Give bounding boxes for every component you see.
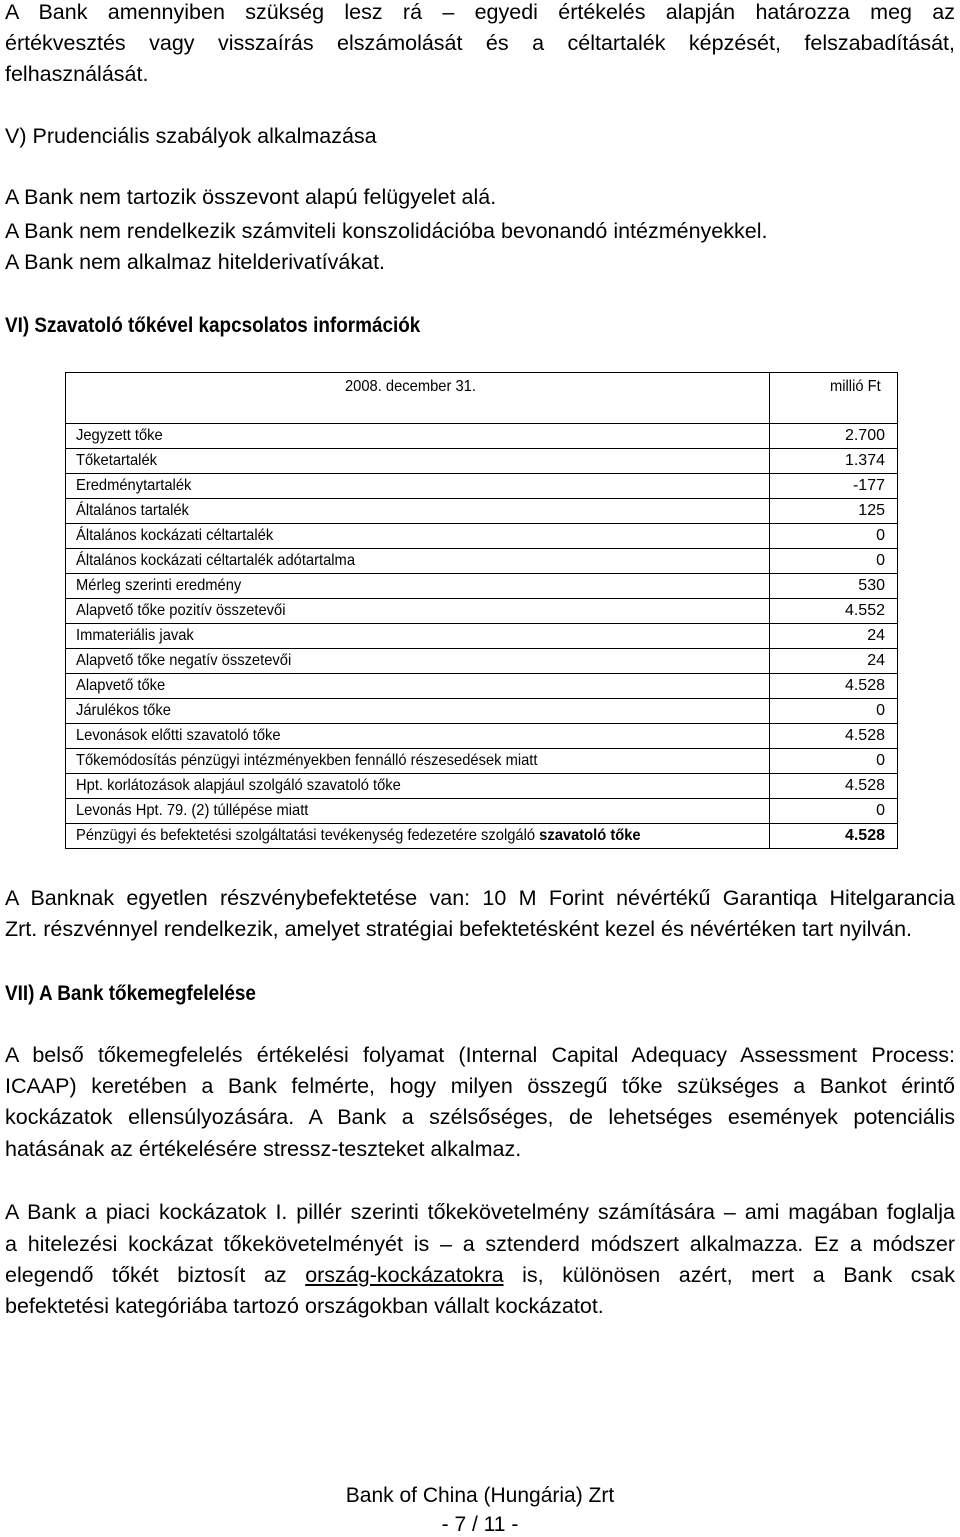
row-label: Levonás Hpt. 79. (2) túllépése miatt: [76, 802, 309, 819]
share-paragraph-line: A Banknak egyetlen részvénybefektetése van: 10 M Forint névértékű Garantiqa Hitelgarancia: [5, 886, 955, 910]
row-label: Hpt. korlátozások alapjául szolgáló szavatoló tőke: [76, 777, 401, 794]
table-row: [66, 774, 898, 799]
icaap-line: kockázatok ellensúlyozására. A Bank a szélsőséges, de lehetséges események potenciális: [5, 1105, 955, 1129]
market-risk-line: A Bank a piaci kockázatok I. pillér szerinti tőkekövetelmény számítására – ami magában foglalja: [5, 1200, 955, 1224]
table-row: [66, 574, 898, 599]
table-row: [66, 749, 898, 774]
market-risk-line: elegendő tőkét biztosít az ország-kockázatokra is, különösen azért, mert a Bank csak: [5, 1263, 955, 1287]
unit-header: millió Ft: [770, 373, 898, 424]
row-label: Általános kockázati céltartalék adótartalma: [76, 552, 356, 569]
row-value: 0: [770, 749, 898, 774]
row-label: Általános tartalék: [76, 502, 189, 519]
section5-line: A Bank nem tartozik összevont alapú felügyelet alá.: [5, 185, 497, 209]
row-label: Általános kockázati céltartalék: [76, 527, 274, 544]
intro-line: értékvesztés vagy visszaírás elszámolását és a céltartalék képzését, felszabadítását,: [5, 31, 955, 55]
table-row: [66, 624, 898, 649]
icaap-line: ICAAP) keretében a Bank felmérte, hogy milyen összegű tőke szükséges a Bankot érintő: [5, 1074, 955, 1098]
share-paragraph-line: Zrt. részvénnyel rendelkezik, amelyet stratégiai befektetésként kezel és névértéken tart nyilván.: [5, 917, 913, 941]
table-row: [66, 674, 898, 699]
total-label-bold: szavatoló tőke: [539, 827, 641, 844]
row-label: Alapvető tőke negatív összetevői: [76, 652, 292, 669]
icaap-line: A belső tőkemegfelelés értékelési folyamat (Internal Capital Adequacy Assessment Process:: [5, 1043, 955, 1067]
table-row: [66, 649, 898, 674]
table-row: [66, 549, 898, 574]
row-value: 24: [770, 649, 898, 674]
row-value: 0: [770, 524, 898, 549]
row-label: Levonások előtti szavatoló tőke: [76, 727, 281, 744]
table-row: [66, 699, 898, 724]
footer-page-number: - 7 / 11 -: [441, 1513, 519, 1536]
row-value: 4.528: [770, 724, 898, 749]
row-value: 4.528: [770, 674, 898, 699]
table-row: [66, 499, 898, 524]
row-label: Mérleg szerinti eredmény: [76, 577, 242, 594]
market-risk-line: befektetési kategóriába tartozó országokban vállalt kockázatot.: [5, 1294, 604, 1318]
section6-heading: VI) Szavatoló tőkével kapcsolatos információk: [5, 313, 421, 337]
row-label: Alapvető tőke pozitív összetevői: [76, 602, 286, 619]
table-total-row: [66, 824, 898, 849]
market-risk-line: a hitelezési kockázat tőkekövetelményét is – a sztenderd módszert alkalmazza. Ez a módszer: [5, 1232, 955, 1256]
row-value: 1.374: [770, 449, 898, 474]
intro-line: felhasználását.: [5, 62, 149, 86]
row-value: 2.700: [770, 424, 898, 449]
icaap-line: hatásának az értékelésére stressz-teszteket alkalmaz.: [5, 1137, 522, 1161]
section7-heading: VII) A Bank tőkemegfelelése: [5, 981, 256, 1005]
row-value: -177: [770, 474, 898, 499]
row-label: Jegyzett tőke: [76, 427, 163, 444]
table-row: [66, 424, 898, 449]
table-row: [66, 474, 898, 499]
footer-company: Bank of China (Hungária) Zrt: [345, 1484, 615, 1507]
row-label: Járulékos tőke: [76, 702, 171, 719]
table-row: [66, 724, 898, 749]
row-label: Alapvető tőke: [76, 677, 166, 694]
row-value: 24: [770, 624, 898, 649]
row-value: 4.528: [770, 774, 898, 799]
row-value: 530: [770, 574, 898, 599]
row-label: Tőketartalék: [76, 452, 158, 469]
section5-line: A Bank nem rendelkezik számviteli konszolidációba bevonandó intézményekkel.: [5, 219, 768, 243]
table-row: [66, 524, 898, 549]
row-value: 125: [770, 499, 898, 524]
table-header-row: [66, 373, 898, 424]
row-label: Immateriális javak: [76, 627, 194, 644]
table-row: [66, 449, 898, 474]
row-value: 0: [770, 799, 898, 824]
row-value: 0: [770, 549, 898, 574]
capital-table: [65, 372, 898, 849]
intro-line: A Bank amennyiben szükség lesz rá – egyedi értékelés alapján határozza meg az: [5, 0, 955, 24]
table-row: [66, 799, 898, 824]
section5-line: A Bank nem alkalmaz hitelderivatívákat.: [5, 250, 386, 274]
total-label-prefix: Pénzügyi és befektetési szolgáltatási tevékenység fedezetére szolgáló: [76, 827, 540, 844]
section5-heading: V) Prudenciális szabályok alkalmazása: [5, 124, 377, 148]
table-row: [66, 599, 898, 624]
country-risk-link[interactable]: ország-kockázatokra: [305, 1263, 504, 1287]
row-label: Tőkemódosítás pénzügyi intézményekben fennálló részesedések miatt: [76, 752, 538, 769]
row-value: 4.552: [770, 599, 898, 624]
date-header: 2008. december 31.: [66, 373, 770, 424]
total-value: 4.528: [844, 827, 885, 844]
row-label: Eredménytartalék: [76, 477, 192, 494]
row-value: 0: [770, 699, 898, 724]
